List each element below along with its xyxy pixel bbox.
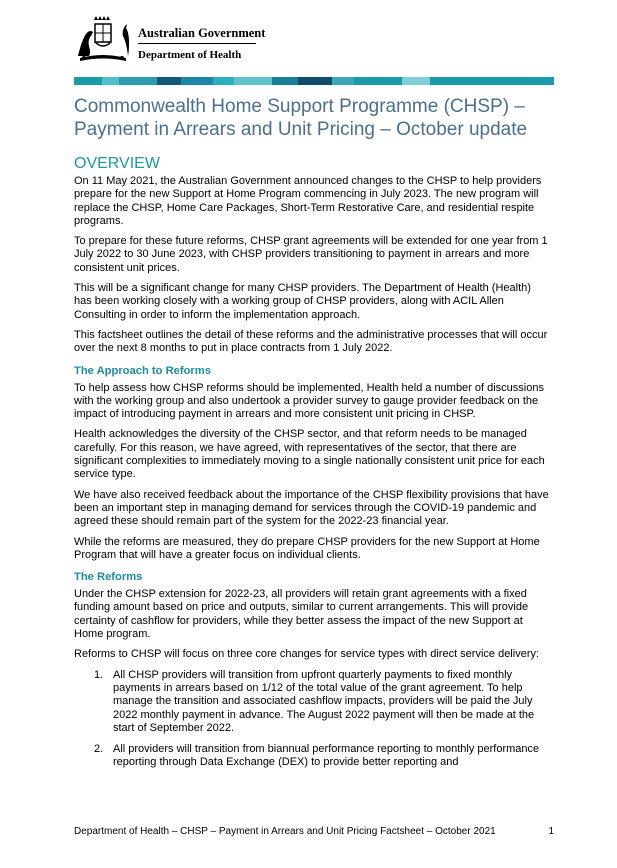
stripe-segment	[332, 77, 355, 85]
document-body	[74, 150, 550, 778]
stripe-segment	[102, 77, 119, 85]
approach-heading: The Approach to Reforms	[74, 364, 211, 377]
government-name: Australian Government	[138, 26, 266, 40]
list-item-text: All CHSP providers will transition from upfront quarterly payments to fixed monthly payments in arrears based on 1/12 of the total value of the grant agreement. To help manage the transition and associated cashflow impacts, providers will be paid the July 2022 monthly payment in advance. The August 2022 payment will then be made at the start of September 2022.	[113, 668, 535, 734]
stripe-segment	[234, 77, 272, 85]
overview-paragraph: This factsheet outlines the detail of these reforms and the administrative processes that will occur over the next 8 months to put in place contracts from 1 July 2022.	[74, 328, 548, 355]
page-number: 1	[548, 826, 554, 837]
department-name: Department of Health	[138, 49, 242, 61]
stripe-segment	[272, 77, 298, 85]
stripe-segment	[488, 77, 554, 85]
reforms-list	[74, 669, 550, 770]
list-item-text: All providers will transition from biannual performance reporting to monthly performance reporting through Data Exchange (DEX) to provide better reporting and	[113, 743, 540, 769]
approach-paragraph: We have also received feedback about the importance of the CHSP flexibility provisions that have been an important step in managing demand for services through the COVID-19 pandemic and agreed these should remain part of the system for the 2022-23 financial year.	[74, 488, 549, 528]
government-branding	[138, 26, 265, 62]
reforms-paragraph: Under the CHSP extension for 2022-23, all providers will retain grant agreements with a fixed funding amount based on price and outputs, similar to current arrangements. This will provide certainty of cashflow for providers, while they better assess the impact of the new Support at Home program.	[74, 588, 529, 641]
page-header	[74, 14, 274, 64]
stripe-segment	[213, 77, 234, 85]
overview-paragraph: This will be a significant change for many CHSP providers. The Department of Health (Health) has been working closely with a working group of CHSP providers, along with ACIL Allen Consulting in order to inform the implementation approach.	[74, 282, 531, 321]
stripe-segment	[298, 77, 332, 85]
footer-text: Department of Health – CHSP – Payment in Arrears and Unit Pricing Factsheet – October 2021	[74, 826, 496, 837]
reforms-heading: The Reforms	[74, 571, 143, 584]
decorative-color-stripe	[74, 77, 554, 85]
stripe-segment	[119, 77, 157, 85]
coat-of-arms-icon	[74, 14, 132, 64]
document-title: Commonwealth Home Support Programme (CHSP) – Payment in Arrears and Unit Pricing – October update	[74, 96, 528, 140]
stripe-segment	[402, 77, 430, 85]
approach-paragraph: Health acknowledges the diversity of the CHSP sector, and that reform needs to be managed carefully. For this reason, we have agreed, with representatives of the sector, that there are significant complexities to immediately moving to a single nationally consistent unit price for each service type.	[74, 428, 545, 481]
stripe-segment	[430, 77, 488, 85]
stripe-segment	[181, 77, 213, 85]
stripe-segment	[354, 77, 401, 85]
stripe-segment	[74, 77, 102, 85]
approach-paragraph: To help assess how CHSP reforms should be implemented, Health held a number of discussions with the working group and also undertook a provider survey to gauge provider feedback on the impact of introducing payment in arrears and more consistent unit pricing in CHSP.	[74, 381, 544, 421]
stripe-segment	[157, 77, 181, 85]
overview-heading: OVERVIEW	[74, 155, 160, 172]
overview-paragraph: To prepare for these future reforms, CHSP grant agreements will be extended for one year from 1 July 2022 to 30 June 2023, with CHSP providers transitioning to payment in arrears and more consistent unit prices.	[74, 235, 548, 274]
list-item-number: 2.	[94, 743, 104, 756]
branding-divider	[138, 43, 256, 44]
list-item	[74, 743, 550, 770]
list-item	[74, 669, 550, 735]
approach-paragraph: While the reforms are measured, they do prepare CHSP providers for the new Support at Home Program that will have a greater focus on individual clients.	[74, 535, 540, 561]
reforms-paragraph: Reforms to CHSP will focus on three core changes for service types with direct service delivery:	[74, 648, 540, 661]
page-footer	[74, 826, 554, 838]
list-item-number: 1.	[94, 668, 104, 681]
overview-paragraph: On 11 May 2021, the Australian Government announced changes to the CHSP to help providers prepare for the new Support at Home Program commencing in July 2023. The new program will replace the CHSP, Home Care Packages, Short-Term Restorative Care, and residential respite programs.	[74, 175, 542, 227]
